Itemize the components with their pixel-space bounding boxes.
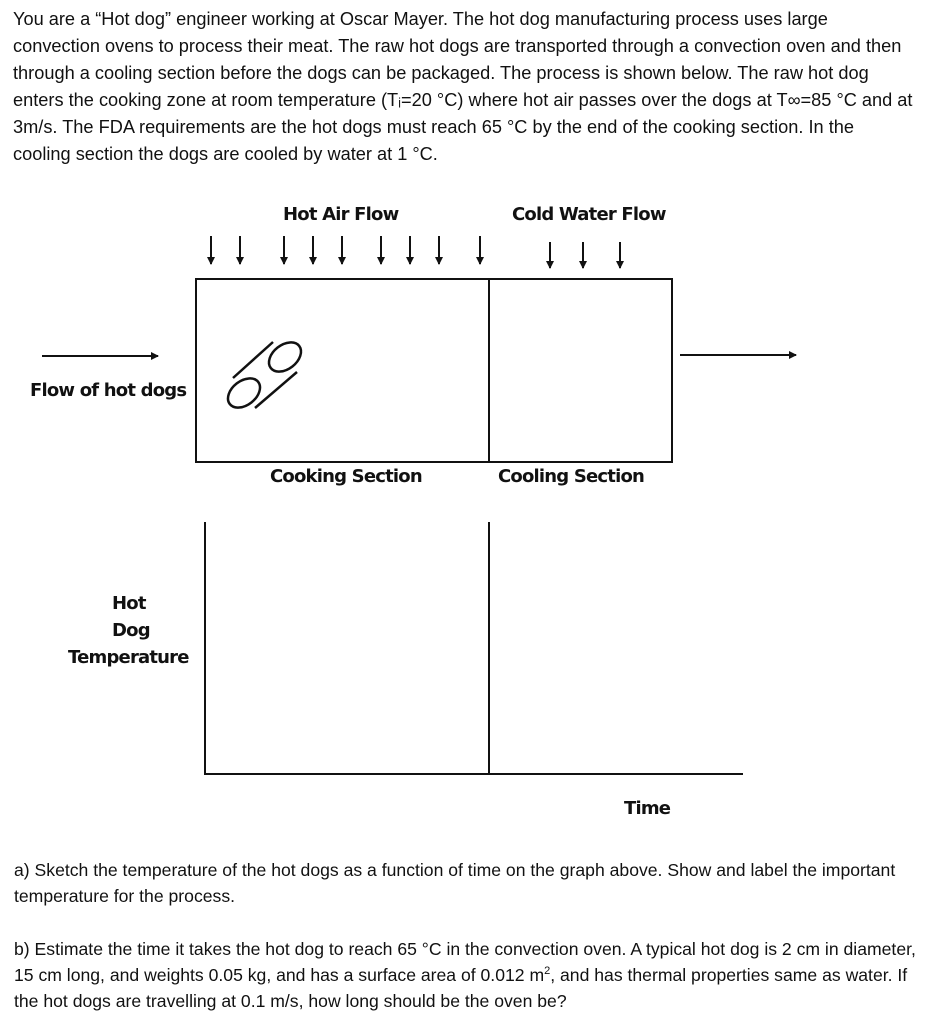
hot-air-arrows [211, 236, 480, 264]
cooling-section-box [489, 279, 672, 462]
cooling-section-label: Cooling Section [498, 466, 645, 487]
question-b-superscript: 2 [544, 965, 551, 978]
problem-intro: You are a “Hot dog” engineer working at Oscar Mayer. The hot dog manufacturing process uses large convection ovens to process their meat. The raw hot dogs are transported through a convection oven and then through a cooling section before the dogs can be packaged. The process is shown below. The raw hot dog enters the cooking zone at room temperature (Tᵢ=20 °C) where hot air passes over the dogs at T∞=85 °C and at 3m/s. The FDA requirements are the hot dogs must reach 65 °C by the end of the cooking section. In the cooling section the dogs are cooled by water at 1 °C. [13, 9, 913, 164]
y-axis-label-hot: Hot [112, 593, 146, 614]
temperature-graph [205, 522, 743, 775]
question-b-text-2: , and has thermal properties same as water. If the hot dogs are travelling at 0.1 m/s, how long should be the oven be? [14, 965, 908, 1011]
y-axis-label-dog: Dog [112, 620, 150, 641]
flow-of-hot-dogs-label: Flow of hot dogs [30, 380, 187, 401]
cold-water-flow-label: Cold Water Flow [512, 204, 666, 225]
cooking-section-label: Cooking Section [270, 466, 422, 487]
cold-water-arrows [550, 242, 620, 268]
question-b [14, 936, 929, 1014]
hot-dog-icon [222, 336, 306, 413]
x-axis-label-time: Time [624, 798, 671, 819]
question-a: a) Sketch the temperature of the hot dogs as a function of time on the graph above. Show and label the important temperature for the process. [14, 860, 896, 906]
y-axis-label-temperature: Temperature [68, 647, 189, 668]
hot-air-flow-label: Hot Air Flow [283, 204, 399, 225]
question-b-text-1: b) Estimate the time it takes the hot dog to reach 65 °C in the convection oven. A typical hot dog is 2 cm in diameter, 15 cm long, and weights 0.05 kg, and has a surface area of 0.012 m [14, 939, 916, 985]
